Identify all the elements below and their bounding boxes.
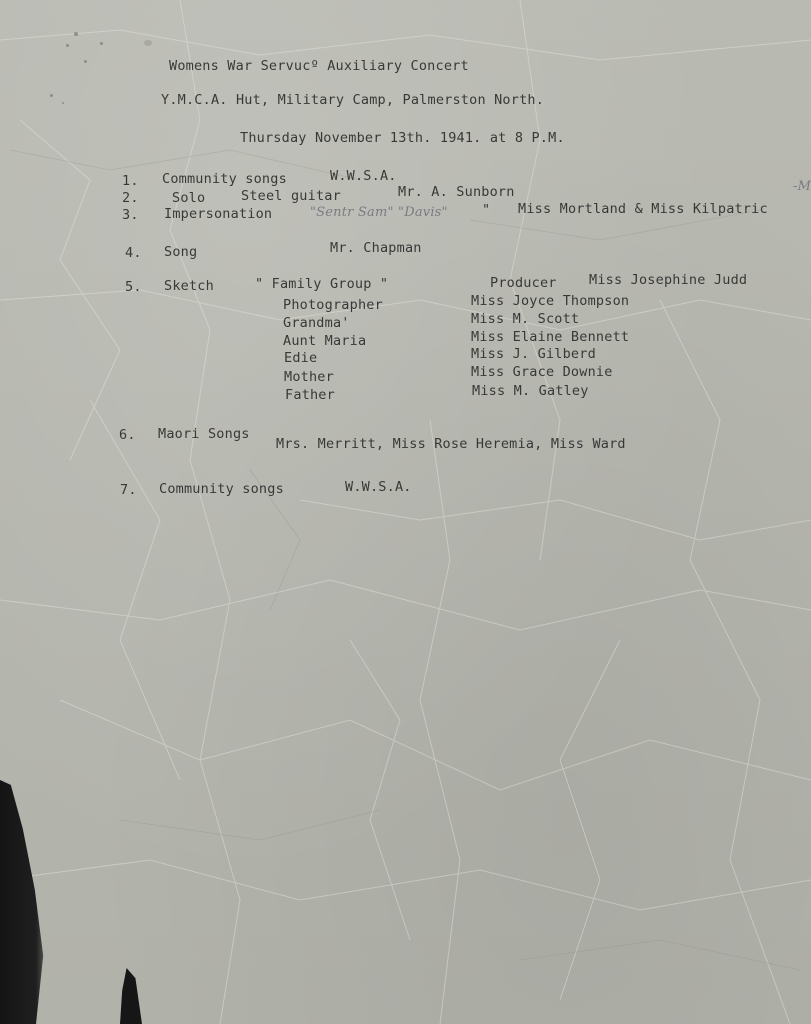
cast-actor: Miss Elaine Bennett [471, 329, 630, 345]
cast-role: Photographer [283, 297, 383, 313]
item-1-performer: W.W.S.A. [330, 168, 397, 184]
cast-role: Mother [284, 369, 334, 385]
item-5-number: 5. [125, 279, 142, 295]
cast-actor: Miss M. Gatley [472, 383, 589, 399]
cast-actor: Miss Grace Downie [471, 364, 613, 380]
item-7-label: Community songs [159, 481, 284, 497]
item-2-performer: Mr. A. Sunborn [398, 184, 515, 200]
item-5-producer: Miss Josephine Judd [589, 272, 748, 288]
programme-date: Thursday November 13th. 1941. at 8 P.M. [240, 130, 565, 146]
item-6-number: 6. [119, 427, 136, 443]
item-3-number: 3. [122, 207, 139, 223]
item-5-label: Sketch [164, 278, 214, 294]
item-4-performer: Mr. Chapman [330, 240, 422, 256]
item-7-performer: W.W.S.A. [345, 479, 412, 495]
item-2-number: 2. [122, 190, 139, 206]
item-4-number: 4. [125, 245, 142, 261]
cast-actor: Miss Joyce Thompson [471, 293, 630, 309]
cast-role: Aunt Maria [283, 333, 367, 349]
item-3-close-quote: " [482, 202, 491, 218]
item-6-label: Maori Songs [158, 426, 250, 442]
item-6-performers: Mrs. Merritt, Miss Rose Heremia, Miss Ward [276, 436, 626, 452]
cast-actor: Miss J. Gilberd [471, 346, 596, 362]
cast-role: Father [285, 387, 335, 403]
item-5-producer-label: Producer [490, 275, 557, 291]
item-3-label: Impersonation [164, 206, 273, 222]
item-1-label: Community songs [162, 171, 287, 187]
item-3-handwritten-note: "Sentr Sam" "Davis" [310, 205, 448, 220]
item-5-sketch-title: " Family Group " [255, 276, 389, 292]
item-4-label: Song [164, 244, 198, 260]
item-3-performer: Miss Mortland & Miss Kilpatric [518, 201, 768, 217]
programme-venue: Y.M.C.A. Hut, Military Camp, Palmerston North. [161, 92, 545, 108]
item-1-number: 1. [122, 173, 139, 189]
cast-actor: Miss M. Scott [471, 311, 580, 327]
item-2-detail: Steel guitar [241, 188, 341, 204]
item-2-label: Solo [172, 190, 206, 206]
item-7-number: 7. [120, 482, 137, 498]
programme-title: Womens War Servucº Auxiliary Concert [169, 58, 469, 74]
cast-role: Edie [284, 350, 318, 366]
cast-role: Grandma' [283, 315, 350, 331]
margin-pencil-note: -M [793, 179, 811, 194]
